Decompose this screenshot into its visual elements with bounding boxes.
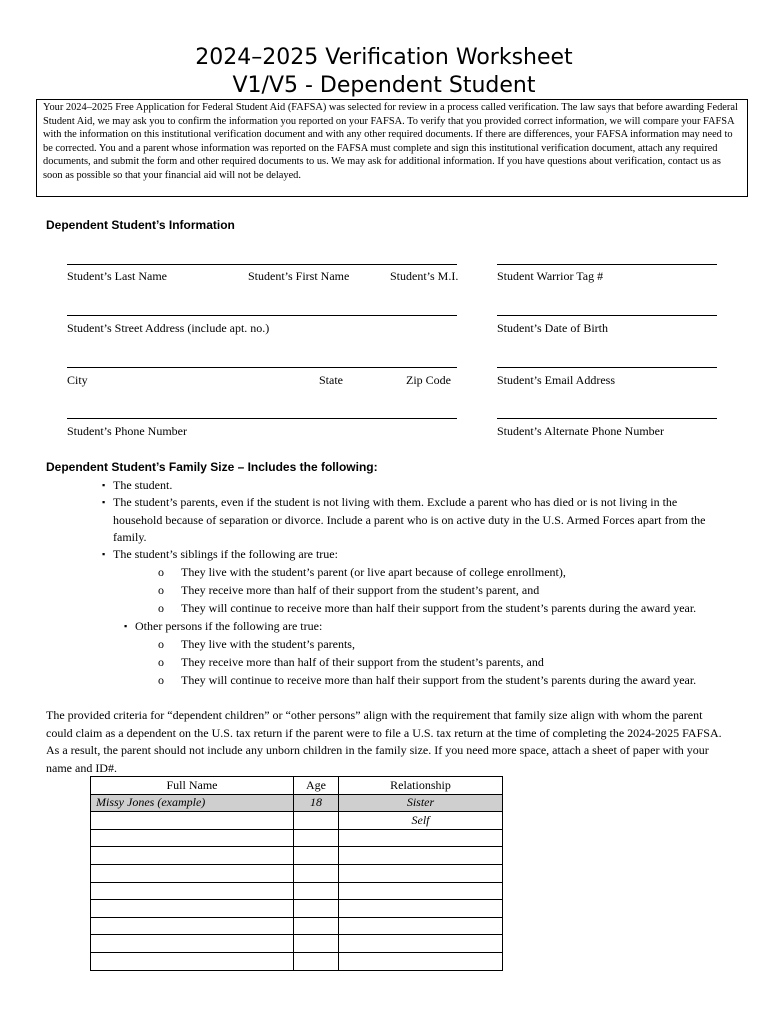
square-bullet-icon: ▪ <box>124 621 128 631</box>
example-name: Missy Jones (example) <box>91 794 294 812</box>
age-cell[interactable] <box>294 847 339 865</box>
circle-bullet-icon: o <box>158 565 164 579</box>
list-item: They will continue to receive more than half their support from the student’s parents during the award year. <box>181 673 697 687</box>
age-cell[interactable] <box>294 864 339 882</box>
example-relationship: Sister <box>339 794 503 812</box>
relationship-header: Relationship <box>339 777 503 795</box>
street-label: Student’s Street Address (include apt. no.) <box>67 321 270 335</box>
age-cell[interactable] <box>294 917 339 935</box>
street-line[interactable] <box>67 315 457 316</box>
list-item: They will continue to receive more than half their support from the student’s parents during the award year. <box>181 601 697 615</box>
page-subtitle: V1/V5 - Dependent Student <box>232 73 536 98</box>
name-cell[interactable] <box>91 864 294 882</box>
dob-line[interactable] <box>497 315 717 316</box>
page-title: 2024–2025 Verification Worksheet <box>195 45 573 70</box>
list-item: Other persons if the following are true: <box>135 619 323 633</box>
name-cell[interactable] <box>91 882 294 900</box>
criteria-paragraph: The provided criteria for “dependent children” or “other persons” align with the requirement that family size align with whom the parent could claim as a dependent on the U.S. tax return if the parent were to file a U.S. tax return at the time of completing the 2024-2025 FAFSA. As a result, the parent should not include any unborn children in the family size. If you need more space, attach a sheet of paper with your name and ID#. <box>46 708 722 775</box>
table-row[interactable] <box>91 952 503 970</box>
circle-bullet-icon: o <box>158 637 164 651</box>
example-age: 18 <box>294 794 339 812</box>
age-cell[interactable] <box>294 829 339 847</box>
table-row[interactable] <box>91 847 503 865</box>
list-item: They live with the student’s parents, <box>181 637 355 651</box>
age-cell[interactable] <box>294 812 339 830</box>
table-row[interactable] <box>91 882 503 900</box>
table-row[interactable] <box>91 829 503 847</box>
age-cell[interactable] <box>294 900 339 918</box>
table-row[interactable] <box>91 864 503 882</box>
city-label: City <box>67 373 88 387</box>
name-cell[interactable] <box>91 847 294 865</box>
square-bullet-icon: ▪ <box>102 480 106 490</box>
city-line[interactable] <box>67 367 457 368</box>
last-name-label: Student’s Last Name <box>67 269 167 283</box>
table-header-row <box>91 777 503 795</box>
list-item: The student. <box>113 478 173 492</box>
email-line[interactable] <box>497 367 717 368</box>
circle-bullet-icon: o <box>158 601 164 615</box>
dob-label: Student’s Date of Birth <box>497 321 608 335</box>
warrior-tag-label: Student Warrior Tag # <box>497 269 604 283</box>
list-item: They receive more than half of their support from the student’s parents, and <box>181 655 544 669</box>
name-cell[interactable] <box>91 829 294 847</box>
phone-label: Student’s Phone Number <box>67 424 187 438</box>
name-line[interactable] <box>67 264 457 265</box>
name-cell[interactable] <box>91 935 294 953</box>
alt-phone-line[interactable] <box>497 418 717 419</box>
name-cell[interactable] <box>91 812 294 830</box>
email-label: Student’s Email Address <box>497 373 615 387</box>
age-header: Age <box>294 777 339 795</box>
circle-bullet-icon: o <box>158 655 164 669</box>
info-heading: Dependent Student’s Information <box>46 218 235 232</box>
warrior-tag-line[interactable] <box>497 264 717 265</box>
relationship-cell[interactable] <box>339 847 503 865</box>
mi-label: Student’s M.I. <box>390 269 459 283</box>
zip-label: Zip Code <box>406 373 451 387</box>
relationship-cell[interactable] <box>339 882 503 900</box>
relationship-cell[interactable] <box>339 900 503 918</box>
table-row[interactable] <box>91 812 503 830</box>
list-item: The student’s siblings if the following are true: <box>113 547 338 561</box>
family-heading: Dependent Student’s Family Size – Includes the following: <box>46 460 378 474</box>
table-row[interactable] <box>91 935 503 953</box>
phone-line[interactable] <box>67 418 457 419</box>
state-label: State <box>319 373 343 387</box>
circle-bullet-icon: o <box>158 583 164 597</box>
relationship-cell[interactable] <box>339 935 503 953</box>
name-cell[interactable] <box>91 952 294 970</box>
name-cell[interactable] <box>91 900 294 918</box>
relationship-cell[interactable] <box>339 917 503 935</box>
age-cell[interactable] <box>294 935 339 953</box>
table-row[interactable] <box>91 900 503 918</box>
relationship-cell[interactable] <box>339 829 503 847</box>
example-row <box>91 794 503 812</box>
name-cell[interactable] <box>91 917 294 935</box>
age-cell[interactable] <box>294 882 339 900</box>
square-bullet-icon: ▪ <box>102 497 106 507</box>
family-members-table <box>90 776 503 971</box>
relationship-cell[interactable] <box>339 864 503 882</box>
square-bullet-icon: ▪ <box>102 549 106 559</box>
full-name-header: Full Name <box>91 777 294 795</box>
alt-phone-label: Student’s Alternate Phone Number <box>497 424 664 438</box>
circle-bullet-icon: o <box>158 673 164 687</box>
age-cell[interactable] <box>294 952 339 970</box>
list-item: They live with the student’s parent (or live apart because of college enrollment), <box>181 565 566 579</box>
relationship-cell[interactable] <box>339 952 503 970</box>
relationship-cell: Self <box>339 812 503 830</box>
list-item: The student’s parents, even if the student is not living with them. Exclude a parent who has died or is not living in the household because of separation or divorce. Include a parent who is on active duty in the U.S. Armed Forces apart from the family. <box>113 495 706 544</box>
first-name-label: Student’s First Name <box>248 269 350 283</box>
list-item: They receive more than half of their support from the student’s parent, and <box>181 583 540 597</box>
table-row[interactable] <box>91 917 503 935</box>
intro-box: Your 2024–2025 Free Application for Federal Student Aid (FAFSA) was selected for review in a process called verification. The law says that before awarding Federal Student Aid, we may ask you to confirm the information you reported on your FAFSA. To verify that you provided correct information, we will compare your FAFSA with the information on this institutional verification document and with any other required documents. If there are differences, your FAFSA information may need to be corrected. You and a parent whose information was reported on the FAFSA must complete and sign this institutional verification document, attach any required documents, and submit the form and other required documents to us. We may ask for additional information. If you have questions about verification, contact us as soon as possible so that your financial aid will not be delayed. <box>36 99 748 197</box>
